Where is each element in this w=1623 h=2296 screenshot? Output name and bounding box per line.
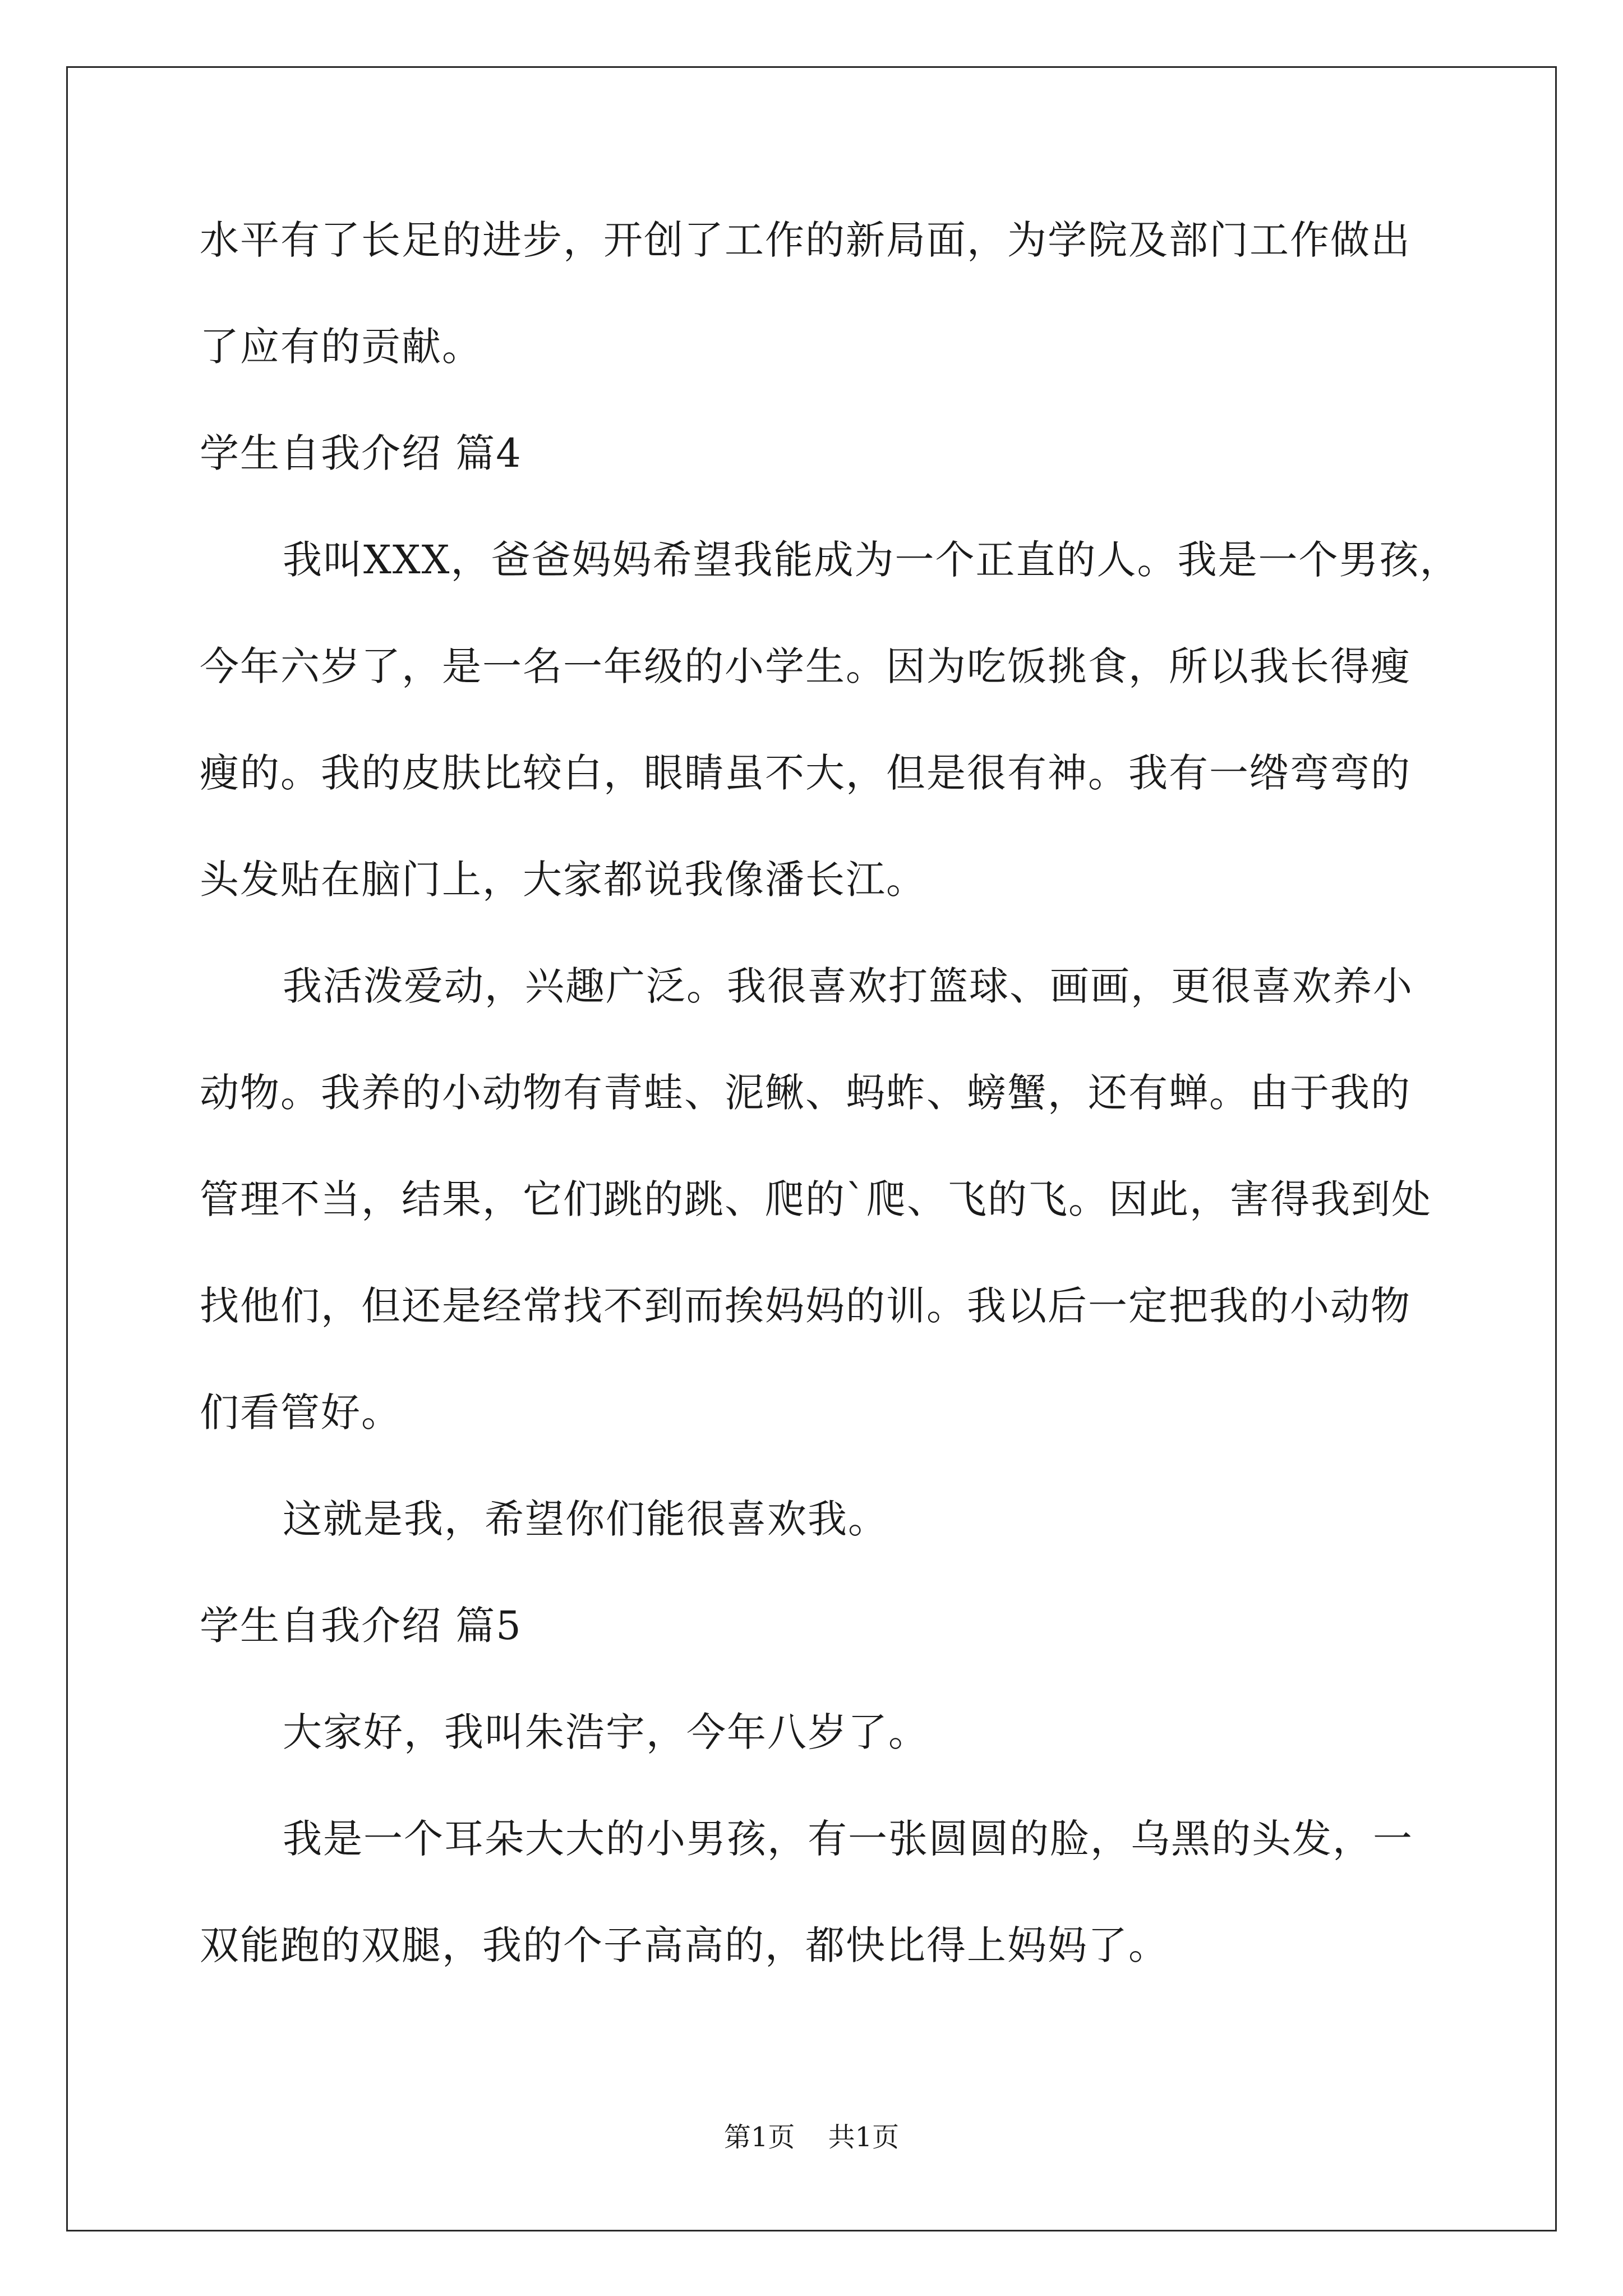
paragraph-start: 我叫XXX，爸爸妈妈希望我能成为一个正直的人。我是一个男孩， [283, 537, 1460, 583]
page-footer [0, 2120, 1623, 2154]
text-line: 管理不当，结果，它们跳的跳、爬的`爬、飞的飞。因此，害得我到处 [200, 1176, 1432, 1222]
section-heading: 学生自我介绍 篇5 [200, 1603, 522, 1649]
text-line: 们看管好。 [200, 1389, 402, 1435]
document-body [200, 213, 1460, 2025]
text-line: 双能跑的双腿，我的个子高高的，都快比得上妈妈了。 [200, 1922, 1169, 1968]
paragraph-start: 这就是我，希望你们能很喜欢我。 [283, 1496, 888, 1542]
text-line: 今年六岁了，是一名一年级的小学生。因为吃饭挑食，所以我长得瘦 [200, 643, 1411, 689]
page-total: 共1页 [828, 2122, 900, 2153]
paragraph-start: 我活泼爱动，兴趣广泛。我很喜欢打篮球、画画，更很喜欢养小 [283, 963, 1413, 1009]
text-line: 了应有的贡献。 [200, 324, 482, 370]
paragraph-start: 大家好，我叫朱浩宇，今年八岁了。 [283, 1709, 929, 1755]
page-number: 第1页 [723, 2122, 795, 2153]
text-line: 找他们，但还是经常找不到而挨妈妈的训。我以后一定把我的小动物 [200, 1283, 1411, 1329]
paragraph-start: 我是一个耳朵大大的小男孩，有一张圆圆的脸，乌黑的头发，一 [283, 1816, 1413, 1862]
section-heading: 学生自我介绍 篇4 [200, 430, 522, 476]
text-line: 头发贴在脑门上，大家都说我像潘长江。 [200, 857, 926, 903]
text-line: 水平有了长足的进步，开创了工作的新局面，为学院及部门工作做出 [200, 217, 1411, 263]
text-line: 瘦的。我的皮肤比较白，眼睛虽不大，但是很有神。我有一绺弯弯的 [200, 750, 1411, 796]
text-line: 动物。我养的小动物有青蛙、泥鳅、蚂蚱、螃蟹，还有蝉。由于我的 [200, 1070, 1411, 1116]
